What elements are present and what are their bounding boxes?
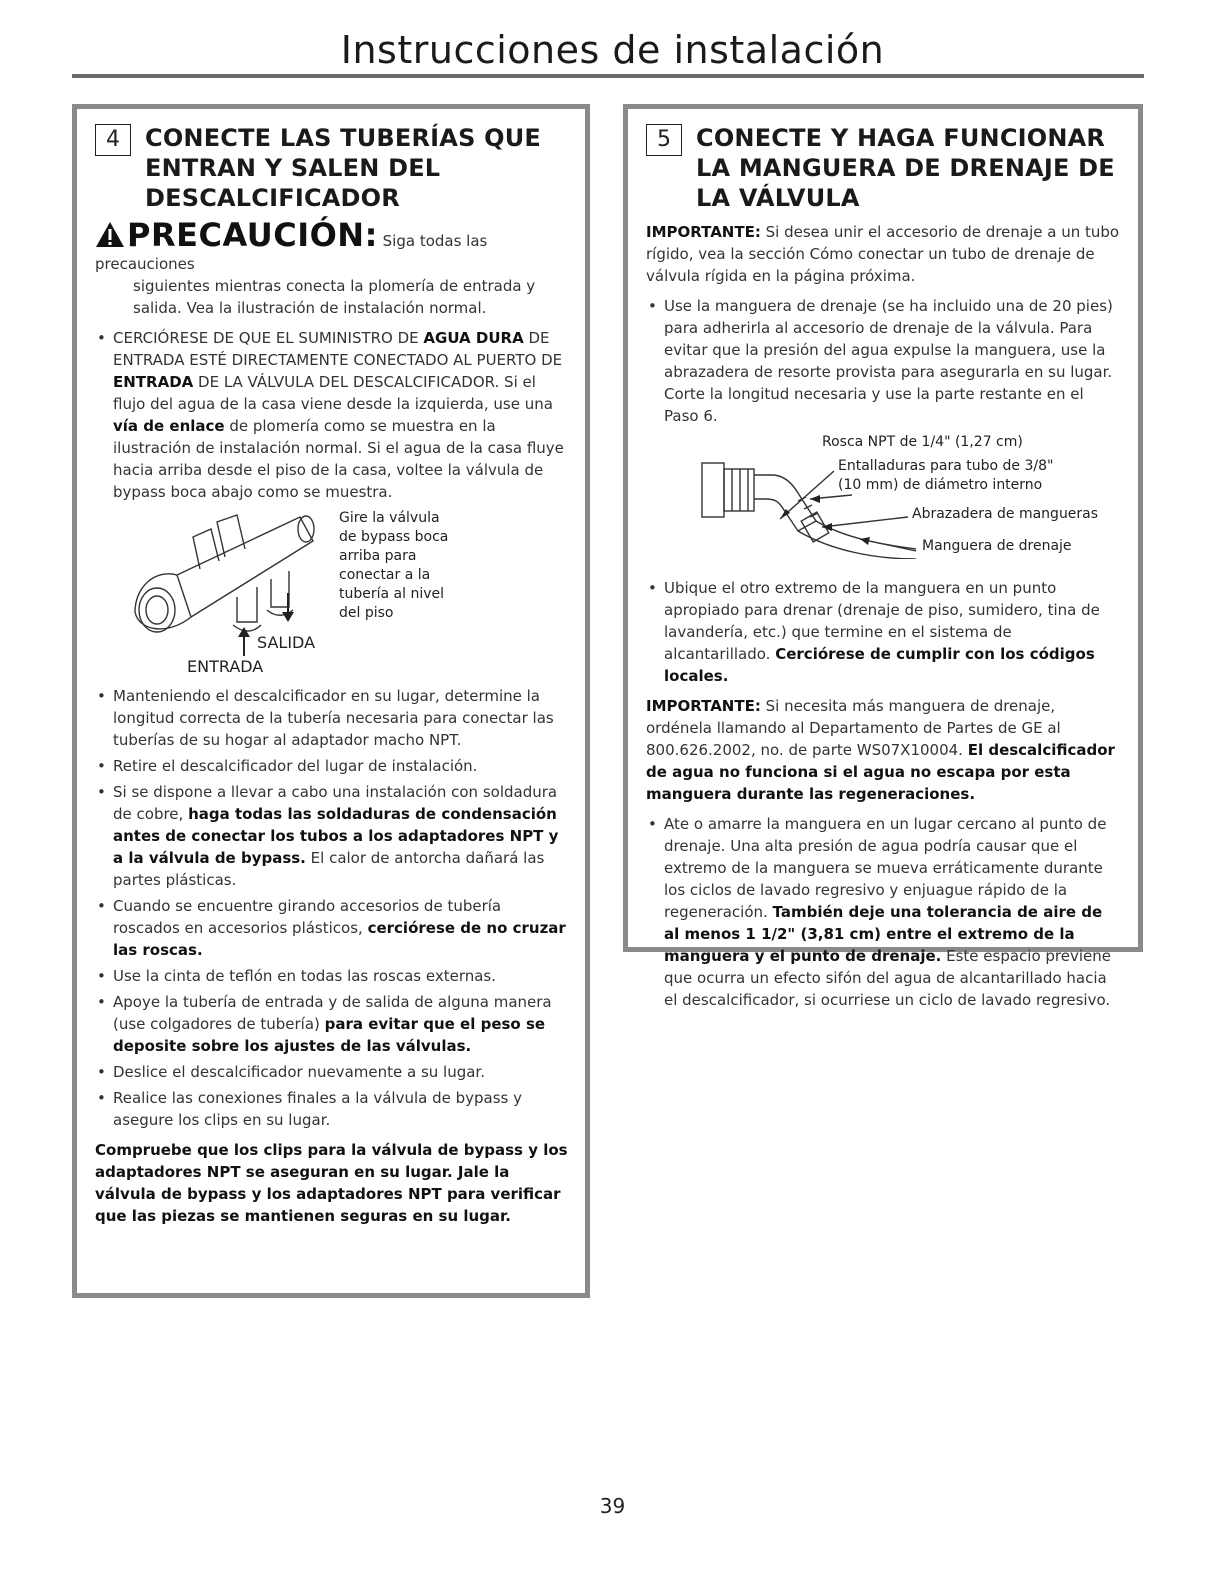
section-5-panel — [623, 104, 1143, 1009]
list-item: • Use la manguera de drenaje (se ha incluido una de 20 pies) para adherirla al accesorio de drenaje de la válvula. Para evitar que la presión del agua expulse la manguera, use la abrazadera de resorte provista para asegurarla en su lugar. Corte la longitud necesaria y use la parte restante en el Paso 6. — [646, 295, 1122, 427]
section-4-panel — [72, 104, 590, 1298]
step-number-5: 5 — [646, 124, 682, 156]
list-item: • Manteniendo el descalcificador en su lugar, determine la longitud correcta de la tubería necesaria para conectar las tuberías de su hogar al adaptador macho NPT. — [95, 685, 569, 751]
warning-triangle-icon — [95, 221, 125, 254]
section-4-list-a — [95, 327, 569, 503]
section-5-list-c — [646, 813, 1122, 1011]
list-item: • Apoye la tubería de entrada y de salida de alguna manera (use colgadores de tubería) para evitar que el peso se deposite sobre los ajustes de las válvulas. — [95, 991, 569, 1057]
important-note-2: IMPORTANTE: Si necesita más manguera de drenaje, ordénela llamando al Departamento de Partes de GE al 800.626.2002, no. de parte WS07X10004. El descalcificador de agua no funciona si el agua no escapa por esta manguera durante las regeneraciones. — [646, 697, 1115, 803]
figure-label-inlet: ENTRADA — [187, 657, 264, 676]
figure-label-barb: Entalladuras para tubo de 3/8" (10 mm) de diámetro interno — [838, 458, 1054, 493]
list-item: • Realice las conexiones finales a la válvula de bypass y asegure los clips en su lugar. — [95, 1087, 569, 1131]
important-note-1: IMPORTANTE: Si desea unir el accesorio de drenaje a un tubo rígido, vea la sección Cómo conectar un tubo de drenaje de válvula rígida en la página próxima. — [646, 223, 1120, 285]
list-item: • Si se dispone a llevar a cabo una instalación con soldadura de cobre, haga todas las soldaduras de condensación antes de conectar los tubos a los adaptadores NPT y a la válvula de bypass. El calor de antorcha dañará las partes plásticas. — [95, 781, 569, 891]
list-item: • Use la cinta de teflón en todas las roscas externas. — [95, 965, 569, 987]
section-5-header — [646, 123, 1122, 213]
bypass-valve-figure — [95, 507, 569, 676]
figure-label-thread: Rosca NPT de 1/4" (1,27 cm) — [822, 434, 1023, 450]
section-5-title: CONECTE Y HAGA FUNCIONAR LA MANGUERA DE DRENAJE DE LA VÁLVULA — [696, 124, 1115, 212]
list-item: • Cuando se encuentre girando accesorios de tubería roscados en accesorios plásticos, cerciórese de no cruzar las roscas. — [95, 895, 569, 961]
list-item: • Deslice el descalcificador nuevamente a su lugar. — [95, 1061, 569, 1083]
list-item: • Retire el descalcificador del lugar de instalación. — [95, 755, 569, 777]
list-item: • Ubique el otro extremo de la manguera en un punto apropiado para drenar (drenaje de piso, sumidero, tina de lavandería, etc.) que termine en el sistema de alcantarillado. Cerciórese de cumplir con los códigos locales. — [646, 577, 1122, 687]
section-4-list-b — [95, 685, 569, 1131]
figure-label-clamp: Abrazadera de mangueras — [912, 506, 1099, 522]
section-4-header — [95, 123, 569, 213]
caution-block — [95, 216, 569, 275]
drain-fitting-figure — [646, 431, 1122, 559]
figure-label-hose: Manguera de drenaje — [922, 538, 1072, 554]
inlet-arrow-icon — [237, 627, 251, 657]
figure-note: Gire la válvula de bypass boca arriba para conectar a la tubería al nivel del piso — [339, 510, 449, 621]
page-title: Instrucciones de instalación — [340, 28, 885, 72]
step-number-4: 4 — [95, 124, 131, 156]
caution-word: PRECAUCIÓN: — [127, 216, 378, 254]
closing-note: Compruebe que los clips para la válvula de bypass y los adaptadores NPT se aseguran en su lugar. Jale la válvula de bypass y los adaptadores NPT para verificar que las piezas se mantienen seguras en su lugar. — [95, 1141, 568, 1225]
section-5-list-b — [646, 577, 1122, 687]
list-item: • CERCIÓRESE DE QUE EL SUMINISTRO DE AGUA DURA DE ENTRADA ESTÉ DIRECTAMENTE CONECTADO AL PUERTO DE ENTRADA DE LA VÁLVULA DEL DESCALCIFICADOR. Si el flujo del agua de la casa viene desde la izquierda, use una vía de enlace de plomería como se muestra en la ilustración de instalación normal. Si el agua de la casa fluye hacia arriba desde el piso de la casa, voltee la válvula de bypass boca abajo como se muestra. — [95, 327, 569, 503]
section-4-title: CONECTE LAS TUBERÍAS QUE ENTRAN Y SALEN DEL DESCALCIFICADOR — [145, 124, 541, 212]
caution-text-1: Siga todas las precauciones — [95, 232, 488, 273]
caution-text-2: siguientes mientras conecta la plomería de entrada y salida. Vea la ilustración de instalación normal. — [133, 277, 536, 317]
title-rule — [72, 74, 1144, 78]
page-number: 39 — [599, 1494, 626, 1518]
section-5-list-a — [646, 295, 1122, 427]
outlet-arrow-icon — [281, 593, 295, 623]
figure-label-outlet: SALIDA — [257, 633, 316, 652]
list-item: • Ate o amarre la manguera en un lugar cercano al punto de drenaje. Una alta presión de agua podría causar que el extremo de la manguera se mueva erráticamente durante los ciclos de lavado regresivo y enjuague rápido de la regeneración. También deje una tolerancia de aire de al menos 1 1/2" (3,81 cm) entre el extremo de la manguera y el punto de drenaje. Este espacio previene que ocurra un efecto sifón del agua de alcantarillado hacia el descalcificador, si ocurriese un ciclo de lavado regresivo. — [646, 813, 1122, 1011]
